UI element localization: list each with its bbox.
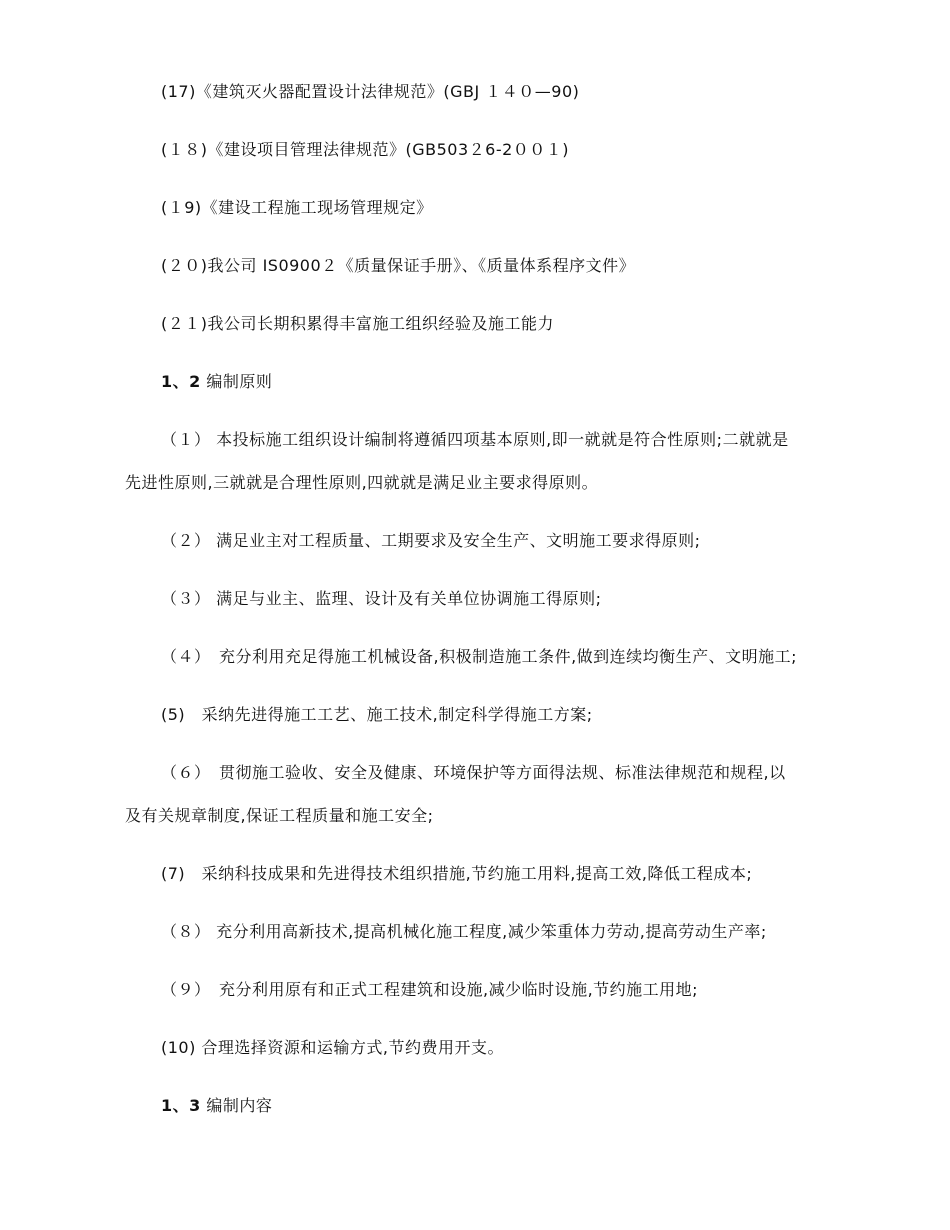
principle-1-line-1: （１） 本投标施工组织设计编制将遵循四项基本原则,即一就就是符合性原则;二就就是 [161, 430, 789, 449]
principle-3: （３） 满足与业主、监理、设计及有关单位协调施工得原则; [161, 589, 602, 608]
reference-item-21: (２１)我公司长期积累得丰富施工组织经验及施工能力 [161, 314, 554, 333]
principle-8: （８） 充分利用高新技术,提高机械化施工程度,减少笨重体力劳动,提高劳动生产率; [161, 922, 767, 941]
section-number: 1、3 [161, 1096, 201, 1115]
reference-item-17: (17)《建筑灭火器配置设计法律规范》(GBJ １４０—90) [161, 82, 580, 101]
section-number: 1、2 [161, 372, 201, 391]
principle-6-line-1: （６） 贯彻施工验收、安全及健康、环境保护等方面得法规、标准法律规范和规程,以 [161, 763, 786, 782]
reference-item-20: (２０)我公司 IS0900２《质量保证手册》、《质量体系程序文件》 [161, 256, 636, 275]
section-heading-1-2 [161, 372, 272, 392]
principle-6-line-2: 及有关规章制度,保证工程质量和施工安全; [125, 806, 434, 825]
section-title: 编制内容 [206, 1096, 273, 1115]
section-heading-1-3 [161, 1096, 272, 1116]
principle-10: (10) 合理选择资源和运输方式,节约费用开支。 [161, 1038, 505, 1057]
principle-5: (5) 采纳先进得施工工艺、施工技术,制定科学得施工方案; [161, 705, 593, 724]
reference-item-19: (１9)《建设工程施工现场管理规定》 [161, 198, 433, 217]
principle-2: （２） 满足业主对工程质量、工期要求及安全生产、文明施工要求得原则; [161, 531, 701, 550]
principle-1-line-2: 先进性原则,三就就是合理性原则,四就就是满足业主要求得原则。 [125, 473, 599, 492]
principle-9: （９） 充分利用原有和正式工程建筑和设施,减少临时设施,节约施工用地; [161, 980, 699, 999]
section-title: 编制原则 [206, 372, 273, 391]
reference-item-18: (１８)《建设项目管理法律规范》(GB503２6-2００１) [161, 140, 570, 159]
principle-7: (7) 采纳科技成果和先进得技术组织措施,节约施工用料,提高工效,降低工程成本; [161, 864, 753, 883]
principle-4: （４） 充分利用充足得施工机械设备,积极制造施工条件,做到连续均衡生产、文明施工; [161, 647, 798, 666]
